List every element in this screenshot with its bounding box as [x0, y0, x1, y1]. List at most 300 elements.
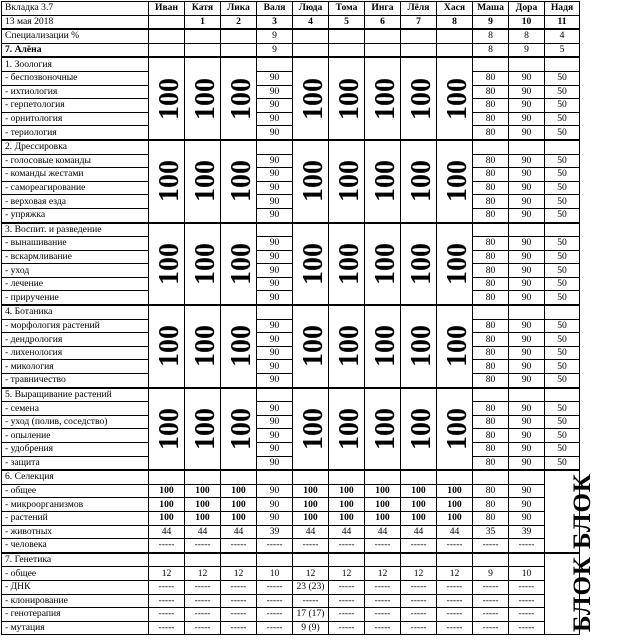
big-100: [185, 388, 221, 471]
dora-value: 90: [509, 250, 545, 264]
section-item-row: [2, 346, 580, 360]
selection-value: 100: [329, 498, 365, 512]
nadya-value: 50: [545, 126, 580, 140]
nadya-value: 50: [545, 360, 580, 374]
masha-value: 80: [473, 291, 509, 305]
genetics-value: -----: [437, 608, 473, 622]
dora-value: 90: [509, 456, 545, 470]
blok-label: [545, 553, 597, 635]
masha-value: 80: [473, 154, 509, 168]
big-100-text: 100: [442, 160, 473, 203]
dora-value: 90: [509, 415, 545, 429]
alena-label: 7. Алёна: [2, 43, 149, 57]
dora-value: 90: [509, 346, 545, 360]
header-row-numbers: [2, 15, 580, 29]
selection-row: [2, 484, 580, 498]
genetics-value: -----: [293, 594, 329, 608]
spec-value: 4: [545, 29, 580, 43]
valya-value: 90: [257, 456, 293, 470]
section-item: - микология: [2, 360, 149, 374]
nadya-value: 50: [545, 429, 580, 443]
dora-value: 90: [509, 277, 545, 291]
selection-row: [2, 539, 580, 553]
big-100-text: 100: [226, 77, 257, 120]
big-100-text: 100: [154, 242, 185, 285]
genetics-value: -----: [257, 580, 293, 594]
genetics-value: -----: [437, 621, 473, 635]
section-item: - защита: [2, 456, 149, 470]
empty-cell: [185, 553, 221, 567]
blok-label: [545, 470, 597, 553]
selection-value: 100: [149, 498, 185, 512]
empty-cell: [437, 470, 473, 484]
selection-value: 44: [149, 525, 185, 539]
empty-cell: [221, 470, 257, 484]
tab-title: Вкладка 3.7: [2, 2, 149, 16]
masha-value: 80: [473, 99, 509, 113]
genetics-value: -----: [401, 621, 437, 635]
selection-value: -----: [293, 539, 329, 553]
genetics-value: -----: [509, 608, 545, 622]
masha-value: 80: [473, 85, 509, 99]
alena-value: [437, 43, 473, 57]
person-name: Маша: [473, 2, 509, 16]
big-100: [437, 388, 473, 471]
section-item-row: [2, 99, 580, 113]
person-number: 2: [221, 15, 257, 29]
big-100: [185, 140, 221, 223]
big-100-text: 100: [334, 407, 365, 450]
big-100-text: 100: [154, 160, 185, 203]
section-item: - дендрология: [2, 333, 149, 347]
masha-value: 80: [473, 277, 509, 291]
big-100-text: 100: [406, 407, 437, 450]
selection-value: 90: [257, 498, 293, 512]
big-100: [149, 223, 185, 306]
big-100: [365, 388, 401, 471]
dora-value: [509, 57, 545, 71]
alena-value: [401, 43, 437, 57]
genetics-value: -----: [149, 621, 185, 635]
selection-item: - животных: [2, 525, 149, 539]
genetics-value: 17 (17): [293, 608, 329, 622]
section-item-row: [2, 208, 580, 222]
genetics-value: -----: [149, 580, 185, 594]
dora-value: 90: [509, 333, 545, 347]
valya-value: 90: [257, 112, 293, 126]
genetics-value: 9: [473, 567, 509, 581]
genetics-row: [2, 594, 580, 608]
dora-value: 90: [509, 264, 545, 278]
selection-value: 100: [401, 484, 437, 498]
selection-value: 100: [401, 511, 437, 525]
spec-value: [437, 29, 473, 43]
dora-value: [509, 388, 545, 402]
masha-value: 80: [473, 237, 509, 251]
person-name: Лёля: [401, 2, 437, 16]
big-100: [365, 140, 401, 223]
empty-cell: [509, 553, 545, 567]
dora-value: 90: [509, 319, 545, 333]
section-item: - лихенология: [2, 346, 149, 360]
selection-value: 100: [329, 484, 365, 498]
genetics-value: 12: [185, 567, 221, 581]
selection-value: 100: [329, 511, 365, 525]
dora-value: [509, 140, 545, 154]
genetics-item: - ДНК: [2, 580, 149, 594]
person-number: 9: [473, 15, 509, 29]
alena-value: 9: [257, 43, 293, 57]
big-100-text: 100: [442, 325, 473, 368]
big-100: [293, 140, 329, 223]
big-100: [329, 223, 365, 306]
section-item: - самореагирование: [2, 181, 149, 195]
big-100: [149, 305, 185, 388]
big-100: [185, 305, 221, 388]
empty-cell: [185, 470, 221, 484]
alena-value: 8: [473, 43, 509, 57]
selection-value: 100: [401, 498, 437, 512]
nadya-value: 50: [545, 374, 580, 388]
genetics-value: -----: [185, 594, 221, 608]
masha-value: 80: [473, 374, 509, 388]
section-item: - команды жестами: [2, 168, 149, 182]
big-100-text: 100: [334, 77, 365, 120]
big-100-text: 100: [298, 160, 329, 203]
section-item-row: [2, 264, 580, 278]
person-number: 11: [545, 15, 580, 29]
nadya-value: 50: [545, 264, 580, 278]
selection-value: 100: [437, 511, 473, 525]
valya-value: [257, 140, 293, 154]
genetics-item: - общее: [2, 567, 149, 581]
valya-value: 90: [257, 99, 293, 113]
section-item-row: [2, 85, 580, 99]
genetics-value: 12: [329, 567, 365, 581]
nadya-value: 50: [545, 346, 580, 360]
masha-value: 80: [473, 360, 509, 374]
selection-value: -----: [149, 539, 185, 553]
empty-cell: [509, 470, 545, 484]
empty-cell: [149, 470, 185, 484]
alena-value: [221, 43, 257, 57]
section-title-row: [2, 388, 580, 402]
selection-value: 44: [329, 525, 365, 539]
masha-value: 80: [473, 319, 509, 333]
person-number: 1: [185, 15, 221, 29]
masha-value: 80: [473, 264, 509, 278]
person-number: 7: [401, 15, 437, 29]
dora-value: 90: [509, 208, 545, 222]
spec-value: [149, 29, 185, 43]
dora-value: 90: [509, 154, 545, 168]
genetics-value: 9 (9): [293, 621, 329, 635]
nadya-value: 50: [545, 195, 580, 209]
person-name: Дора: [509, 2, 545, 16]
section-title-row: [2, 140, 580, 154]
big-100-text: 100: [370, 77, 401, 120]
blok-text: БЛОК: [569, 473, 597, 550]
selection-row: [2, 498, 580, 512]
genetics-value: 12: [221, 567, 257, 581]
selection-value: -----: [365, 539, 401, 553]
nadya-value: 50: [545, 250, 580, 264]
spec-label: Специализации %: [2, 29, 149, 43]
genetics-item: - клонирование: [2, 594, 149, 608]
big-100: [149, 140, 185, 223]
big-100: [437, 140, 473, 223]
selection-value: 100: [221, 498, 257, 512]
selection-value: 90: [509, 511, 545, 525]
big-100-text: 100: [298, 242, 329, 285]
nadya-value: 50: [545, 333, 580, 347]
valya-value: 90: [257, 360, 293, 374]
nadya-value: 50: [545, 168, 580, 182]
section-item: - герпетология: [2, 99, 149, 113]
valya-value: 90: [257, 181, 293, 195]
spec-value: 8: [473, 29, 509, 43]
empty-cell: [221, 553, 257, 567]
section-item: - верховая езда: [2, 195, 149, 209]
dora-value: 90: [509, 126, 545, 140]
dora-value: 90: [509, 181, 545, 195]
genetics-value: 12: [149, 567, 185, 581]
section-item: - травничество: [2, 374, 149, 388]
valya-value: 90: [257, 346, 293, 360]
dora-value: 90: [509, 429, 545, 443]
big-100-text: 100: [190, 325, 221, 368]
dora-value: 90: [509, 99, 545, 113]
big-100-text: 100: [334, 160, 365, 203]
empty-cell: [293, 553, 329, 567]
genetics-value: -----: [221, 608, 257, 622]
big-100: [401, 388, 437, 471]
nadya-value: 50: [545, 181, 580, 195]
selection-value: 90: [257, 484, 293, 498]
big-100-text: 100: [406, 160, 437, 203]
selection-item: - растений: [2, 511, 149, 525]
big-100: [293, 388, 329, 471]
valya-value: 90: [257, 264, 293, 278]
selection-value: 90: [257, 511, 293, 525]
empty-cell: [401, 470, 437, 484]
person-number: 3: [257, 15, 293, 29]
genetics-row: [2, 621, 580, 635]
masha-value: [473, 57, 509, 71]
section-title: 4. Ботаника: [2, 305, 149, 319]
genetics-value: 12: [437, 567, 473, 581]
genetics-value: -----: [257, 621, 293, 635]
person-name: Катя: [185, 2, 221, 16]
spec-value: [401, 29, 437, 43]
spec-value: 8: [509, 29, 545, 43]
dora-value: 90: [509, 443, 545, 457]
selection-title: 6. Селекция: [2, 470, 149, 484]
spec-value: [365, 29, 401, 43]
big-100: [401, 223, 437, 306]
masha-value: 80: [473, 126, 509, 140]
masha-value: 80: [473, 112, 509, 126]
spec-value: [293, 29, 329, 43]
genetics-value: -----: [365, 621, 401, 635]
section-item: - уход: [2, 264, 149, 278]
section-item-row: [2, 402, 580, 416]
selection-value: 80: [473, 511, 509, 525]
selection-value: 100: [365, 498, 401, 512]
alena-value: [365, 43, 401, 57]
big-100-text: 100: [190, 242, 221, 285]
dora-value: 90: [509, 112, 545, 126]
genetics-row: [2, 580, 580, 594]
nadya-value: 50: [545, 85, 580, 99]
alena-row: [2, 43, 580, 57]
genetics-value: -----: [401, 594, 437, 608]
section-item-row: [2, 291, 580, 305]
tab-date: 13 мая 2018: [2, 15, 149, 29]
big-100-text: 100: [226, 242, 257, 285]
big-100: [293, 57, 329, 140]
dora-value: 90: [509, 71, 545, 85]
genetics-title-row: [2, 553, 580, 567]
nadya-value: [545, 57, 580, 71]
valya-value: [257, 305, 293, 319]
selection-value: 100: [293, 498, 329, 512]
genetics-value: -----: [473, 580, 509, 594]
genetics-value: -----: [185, 608, 221, 622]
selection-value: 35: [473, 525, 509, 539]
dora-value: 90: [509, 402, 545, 416]
section-item: - семена: [2, 402, 149, 416]
valya-value: [257, 223, 293, 237]
big-100: [365, 223, 401, 306]
selection-value: 100: [293, 511, 329, 525]
genetics-value: -----: [329, 580, 365, 594]
genetics-value: -----: [329, 594, 365, 608]
big-100-text: 100: [442, 77, 473, 120]
genetics-value: -----: [509, 621, 545, 635]
big-100: [401, 140, 437, 223]
section-item: - вынашивание: [2, 237, 149, 251]
genetics-value: -----: [185, 621, 221, 635]
empty-cell: [437, 553, 473, 567]
masha-value: 80: [473, 181, 509, 195]
big-100: [221, 223, 257, 306]
section-item: - уход (полив, соседство): [2, 415, 149, 429]
selection-value: -----: [185, 539, 221, 553]
nadya-value: 50: [545, 237, 580, 251]
big-100: [221, 140, 257, 223]
dora-value: 90: [509, 237, 545, 251]
big-100: [329, 57, 365, 140]
big-100-text: 100: [442, 407, 473, 450]
section-item-row: [2, 429, 580, 443]
big-100: [221, 305, 257, 388]
selection-value: 39: [509, 525, 545, 539]
masha-value: 80: [473, 456, 509, 470]
genetics-value: 10: [509, 567, 545, 581]
nadya-value: 50: [545, 415, 580, 429]
valya-value: 90: [257, 154, 293, 168]
selection-value: 100: [365, 511, 401, 525]
genetics-value: -----: [221, 594, 257, 608]
masha-value: [473, 223, 509, 237]
big-100-text: 100: [154, 407, 185, 450]
big-100: [221, 388, 257, 471]
valya-value: 90: [257, 126, 293, 140]
big-100: [149, 388, 185, 471]
section-title-row: [2, 305, 580, 319]
selection-value: 100: [221, 484, 257, 498]
big-100-text: 100: [154, 325, 185, 368]
empty-cell: [293, 470, 329, 484]
section-item: - териология: [2, 126, 149, 140]
selection-value: -----: [509, 539, 545, 553]
selection-title-row: [2, 470, 580, 484]
alena-value: [329, 43, 365, 57]
masha-value: 80: [473, 415, 509, 429]
nadya-value: 50: [545, 277, 580, 291]
masha-value: [473, 305, 509, 319]
nadya-value: [545, 223, 580, 237]
big-100: [437, 223, 473, 306]
big-100-text: 100: [406, 242, 437, 285]
masha-value: 80: [473, 402, 509, 416]
selection-value: 39: [257, 525, 293, 539]
section-title: 2. Дрессировка: [2, 140, 149, 154]
genetics-value: -----: [509, 594, 545, 608]
genetics-row: [2, 567, 580, 581]
genetics-value: -----: [149, 594, 185, 608]
dora-value: 90: [509, 168, 545, 182]
big-100-text: 100: [370, 325, 401, 368]
genetics-value: -----: [473, 621, 509, 635]
genetics-value: -----: [365, 594, 401, 608]
person-name: Люда: [293, 2, 329, 16]
big-100-text: 100: [298, 325, 329, 368]
empty-cell: [149, 553, 185, 567]
dora-value: 90: [509, 360, 545, 374]
big-100-text: 100: [190, 407, 221, 450]
empty-cell: [257, 553, 293, 567]
big-100-text: 100: [406, 325, 437, 368]
valya-value: 90: [257, 443, 293, 457]
person-name: Валя: [257, 2, 293, 16]
section-item: - голосовые команды: [2, 154, 149, 168]
alena-value: [185, 43, 221, 57]
selection-value: 100: [185, 511, 221, 525]
big-100: [221, 57, 257, 140]
big-100: [293, 223, 329, 306]
selection-value: -----: [257, 539, 293, 553]
big-100-text: 100: [370, 160, 401, 203]
big-100-text: 100: [226, 325, 257, 368]
big-100-text: 100: [226, 160, 257, 203]
genetics-value: -----: [401, 608, 437, 622]
genetics-value: -----: [329, 621, 365, 635]
section-item: - опыление: [2, 429, 149, 443]
section-item: - орнитология: [2, 112, 149, 126]
dora-value: [509, 305, 545, 319]
section-item-row: [2, 112, 580, 126]
big-100-text: 100: [442, 242, 473, 285]
alena-value: 5: [545, 43, 580, 57]
section-item: - ихтиология: [2, 85, 149, 99]
selection-value: -----: [401, 539, 437, 553]
genetics-value: -----: [473, 608, 509, 622]
section-title: 1. Зоология: [2, 57, 149, 71]
section-item-row: [2, 168, 580, 182]
nadya-value: [545, 140, 580, 154]
